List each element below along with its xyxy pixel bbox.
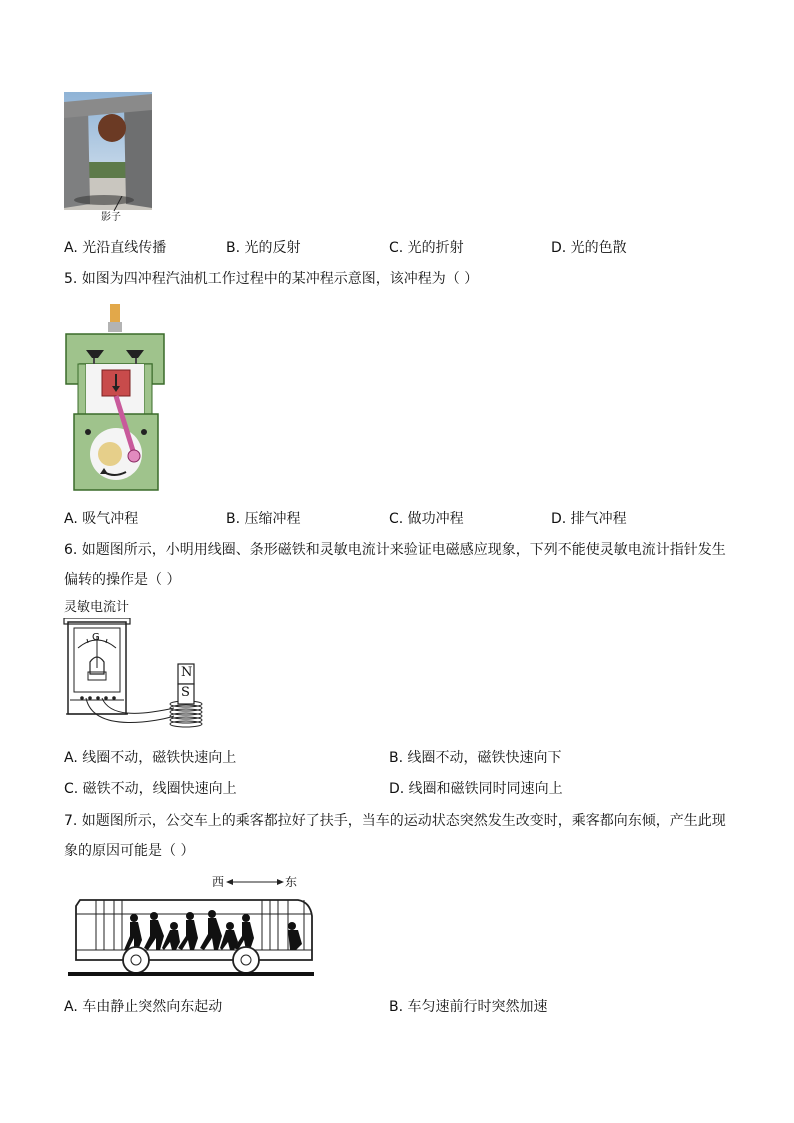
q6-option-d: D. 线圈和磁铁同时同速向上 [389,781,563,797]
q6-option-c: C. 磁铁不动，线圈快速向上 [64,781,237,797]
q6-stem-line2: 偏转的操作是（ ） [64,572,181,588]
q5-option-a: A. 吸气冲程 [64,511,139,527]
bus-diagram [66,892,316,980]
monument-photo [64,92,152,210]
magnet-n-pole: N [181,665,193,680]
engine-diagram [64,304,168,494]
q5-option-d: D. 排气冲程 [551,511,627,527]
magnet-s-pole: S [181,685,190,700]
west-label: 西 [212,875,225,889]
direction-arrow [226,876,284,888]
q7-option-a: A. 车由静止突然向东起动 [64,999,223,1015]
q4-option-d: D. 光的色散 [551,240,627,256]
shadow-pointer-line [112,196,124,212]
q4-option-c: C. 光的折射 [389,240,464,256]
q7-option-b: B. 车匀速前行时突然加速 [389,999,548,1015]
q4-option-b: B. 光的反射 [226,240,301,256]
galvanometer-g-label: G [92,632,100,643]
q5-option-c: C. 做功冲程 [389,511,464,527]
q7-stem-line2: 象的原因可能是（ ） [64,843,195,859]
q5-option-b: B. 压缩冲程 [226,511,301,527]
q4-option-a: A. 光沿直线传播 [64,240,167,256]
q5-stem: 5. 如图为四冲程汽油机工作过程中的某冲程示意图，该冲程为（ ） [64,271,479,287]
galvanometer-label: 灵敏电流计 [64,600,130,615]
q6-option-a: A. 线圈不动，磁铁快速向上 [64,750,237,766]
q6-stem-line1: 6. 如题图所示，小明用线圈、条形磁铁和灵敏电流计来验证电磁感应现象，下列不能使灵敏电流计指针发生 [64,542,726,558]
q7-stem-line1: 7. 如题图所示，公交车上的乘客都拉好了扶手，当车的运动状态突然发生改变时，乘客都向东倾，产生此现 [64,813,726,829]
photo-caption: 影子 [101,212,121,223]
east-label: 东 [285,875,298,889]
q6-option-b: B. 线圈不动，磁铁快速向下 [389,750,562,766]
